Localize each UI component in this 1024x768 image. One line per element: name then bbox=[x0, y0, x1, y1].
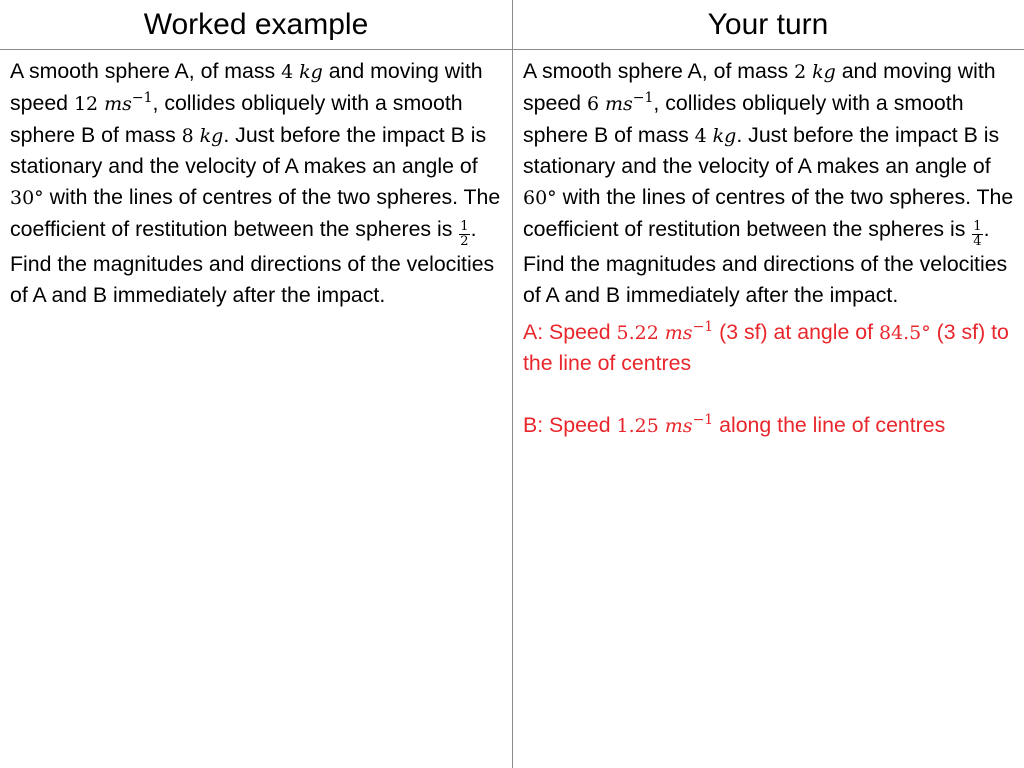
unit-ms: ms bbox=[104, 92, 132, 115]
your-turn-heading: Your turn bbox=[707, 8, 829, 41]
worked-example-heading: Worked example bbox=[143, 8, 369, 41]
question-text: and moving with speed bbox=[10, 59, 483, 115]
question-text: with the lines of centres of the two spheres. The coefficient of restitution between the spheres is bbox=[10, 185, 501, 241]
answer-b-speed: 1.25 bbox=[616, 415, 659, 438]
mass-a-value: 2 bbox=[794, 61, 807, 83]
speed-value: 6 bbox=[586, 92, 600, 115]
speed-value: 12 bbox=[73, 92, 99, 115]
unit-kg: kg bbox=[299, 61, 323, 83]
fraction-numerator: 1 bbox=[973, 218, 982, 234]
question-text: , collides obliquely with a smooth sphere B of mass bbox=[523, 90, 964, 147]
unit-kg: kg bbox=[712, 124, 737, 147]
answer-b bbox=[523, 410, 1017, 442]
angle-value: 30° bbox=[10, 187, 44, 210]
unit-exponent: −1 bbox=[632, 89, 654, 106]
column-divider bbox=[512, 0, 513, 768]
answer-text: along the line of centres bbox=[713, 413, 946, 438]
answer-text: (3 sf) at angle of bbox=[713, 319, 879, 344]
unit-exponent: −1 bbox=[692, 412, 714, 429]
unit-ms: ms bbox=[664, 415, 693, 438]
your-turn-question bbox=[523, 56, 1017, 442]
unit-ms: ms bbox=[664, 321, 693, 344]
angle-value: 60° bbox=[523, 187, 557, 210]
answer-text: B: Speed bbox=[523, 413, 617, 438]
fraction-numerator: 1 bbox=[460, 218, 469, 234]
unit-exponent: −1 bbox=[692, 318, 714, 335]
question-text: A smooth sphere A, of mass bbox=[523, 59, 795, 83]
restitution-fraction bbox=[459, 220, 469, 249]
question-text: and moving with speed bbox=[523, 59, 996, 115]
worked-example-question bbox=[10, 56, 504, 311]
restitution-fraction bbox=[972, 220, 982, 249]
question-text: A smooth sphere A, of mass bbox=[10, 59, 282, 83]
mass-a-value: 4 bbox=[281, 61, 294, 83]
question-text: . Just before the impact B is stationary and the velocity of A makes an angle of bbox=[10, 122, 487, 179]
answer-text: (3 sf) to the line of centres bbox=[523, 319, 1009, 376]
unit-kg: kg bbox=[199, 124, 224, 147]
question-text: with the lines of centres of the two spheres. The coefficient of restitution between the spheres is bbox=[523, 185, 1014, 241]
answer-text: A: Speed bbox=[523, 319, 617, 344]
question-text: . Find the magnitudes and directions of the velocities of A and B immediately after the impact. bbox=[523, 216, 1008, 307]
answer-a-speed: 5.22 bbox=[616, 321, 659, 344]
question-text: . Find the magnitudes and directions of the velocities of A and B immediately after the impact. bbox=[10, 216, 495, 307]
mass-b-value: 8 bbox=[181, 124, 194, 147]
mass-b-value: 4 bbox=[694, 124, 707, 147]
question-text: . Just before the impact B is stationary and the velocity of A makes an angle of bbox=[523, 122, 1000, 179]
unit-exponent: −1 bbox=[131, 89, 153, 106]
unit-kg: kg bbox=[812, 61, 836, 83]
question-text: , collides obliquely with a smooth sphere B of mass bbox=[10, 90, 463, 147]
unit-ms: ms bbox=[604, 92, 633, 115]
fraction-denominator: 2 bbox=[460, 233, 469, 249]
answer-a bbox=[523, 317, 1017, 380]
answer-a-angle: 84.5° bbox=[878, 321, 931, 344]
fraction-denominator: 4 bbox=[973, 233, 982, 249]
